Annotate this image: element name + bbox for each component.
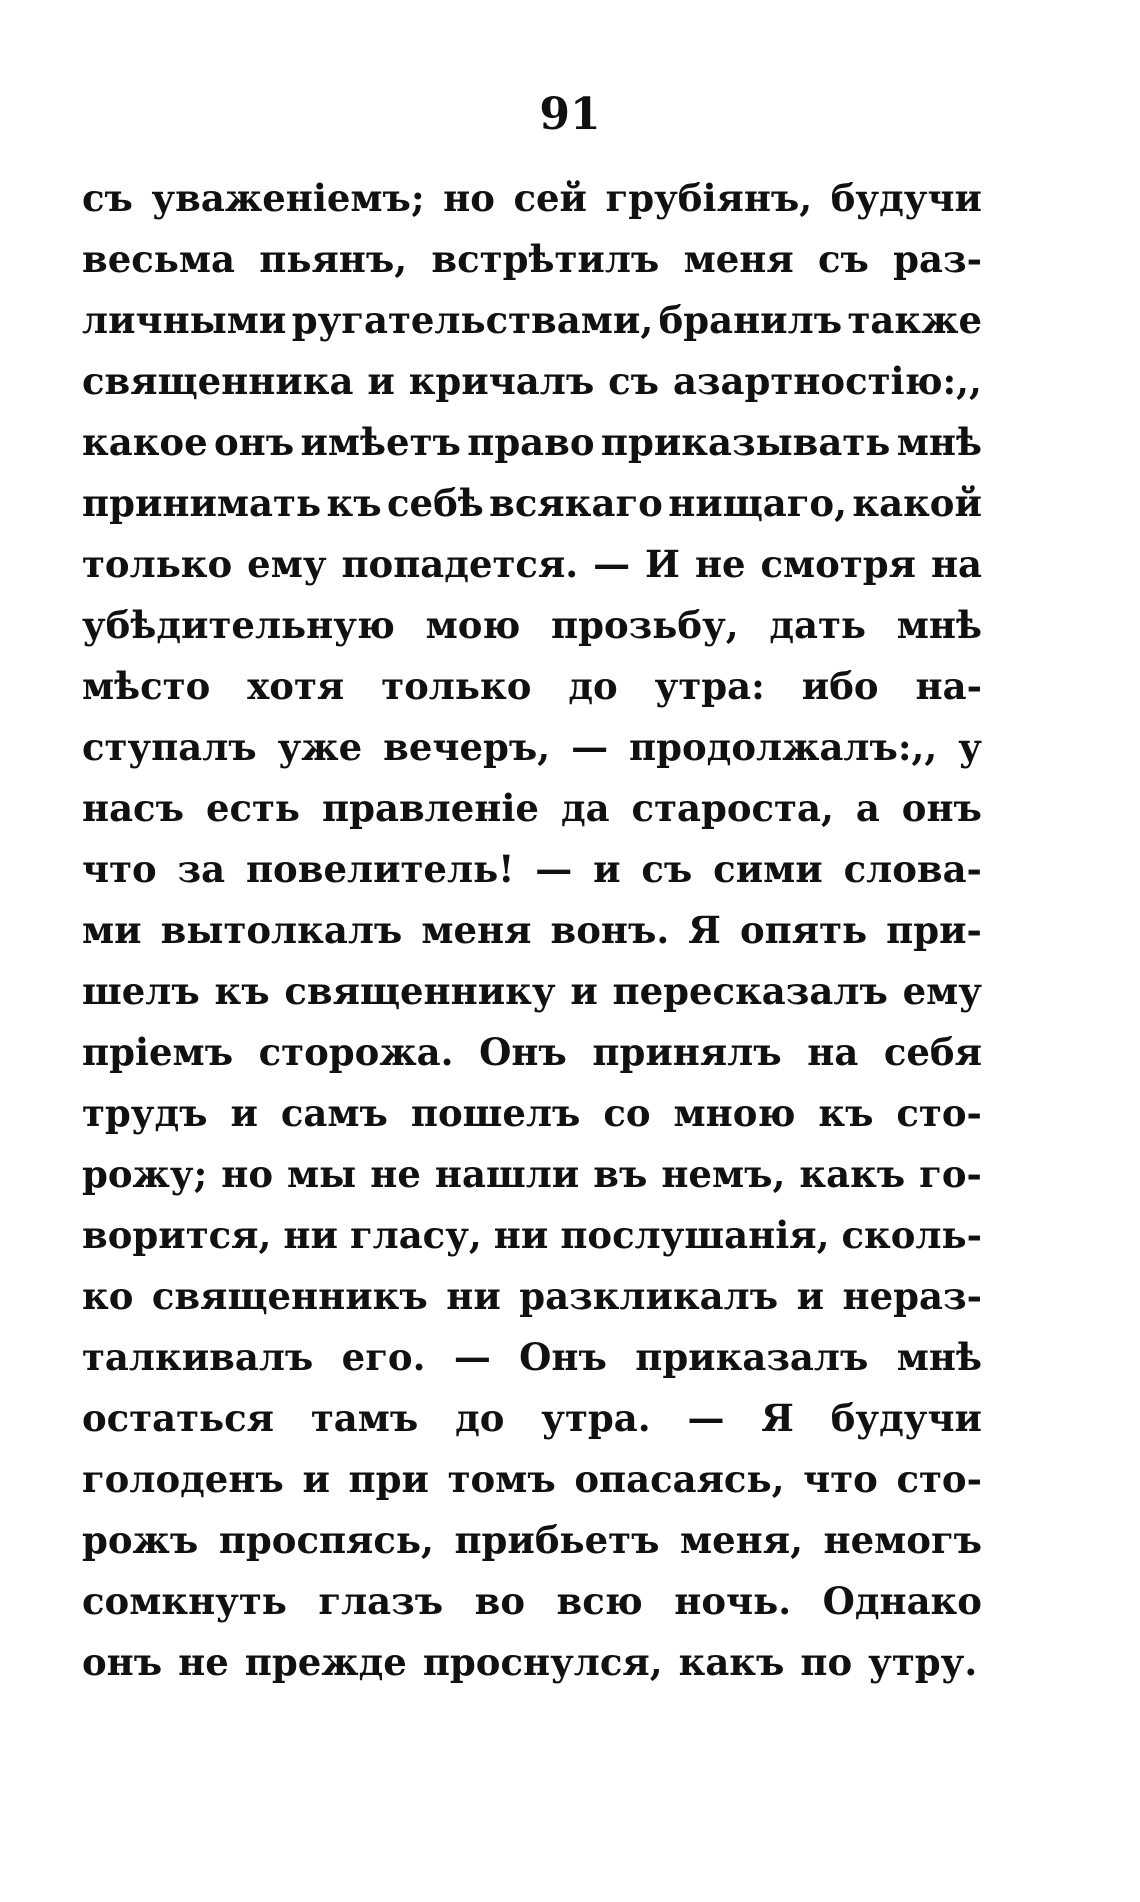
word: мнѣ xyxy=(896,420,982,464)
word: имѣетъ xyxy=(300,420,461,464)
word: меня xyxy=(683,237,794,281)
word: ему xyxy=(247,542,327,586)
word: прежде xyxy=(244,1640,407,1684)
word: не xyxy=(370,1152,421,1196)
word: рожъ xyxy=(82,1518,199,1562)
word: азартностію:,, xyxy=(672,359,982,403)
word: прозьбу, xyxy=(551,603,739,647)
text-line xyxy=(82,717,982,778)
word: го- xyxy=(919,1152,982,1196)
word: голоденъ xyxy=(82,1457,284,1501)
word: опасаясь, xyxy=(574,1457,785,1501)
text-line xyxy=(82,412,982,473)
word: — xyxy=(687,1396,725,1440)
word: утру. xyxy=(868,1640,978,1684)
word: трудъ xyxy=(82,1091,208,1135)
word: ему xyxy=(902,969,982,1013)
word: онъ xyxy=(901,786,982,830)
word: сими xyxy=(713,847,823,891)
word: и xyxy=(796,1274,825,1318)
word: ко xyxy=(82,1274,134,1318)
text-line xyxy=(82,1022,982,1083)
word: и xyxy=(570,969,598,1013)
text-line xyxy=(82,1571,982,1632)
word: Онъ xyxy=(479,1030,567,1074)
word: нищаго, xyxy=(668,481,847,525)
word: онъ xyxy=(213,420,295,464)
word: староста, xyxy=(631,786,834,830)
word: всякаго xyxy=(489,481,663,525)
word: глазъ xyxy=(318,1579,444,1623)
word: въ xyxy=(593,1152,648,1196)
page-number: 91 xyxy=(539,89,601,140)
word: съ xyxy=(641,847,693,891)
text-line xyxy=(82,351,982,412)
word: смотря xyxy=(760,542,916,586)
word: пересказалъ xyxy=(612,969,888,1013)
word: какъ xyxy=(678,1640,785,1684)
word: меня xyxy=(421,908,532,952)
text-line xyxy=(82,534,982,595)
word: и xyxy=(302,1457,330,1501)
word: правленіе xyxy=(322,786,539,830)
text-line xyxy=(82,839,982,900)
word: на- xyxy=(915,664,982,708)
word: кричалъ xyxy=(408,359,595,403)
word: ми xyxy=(82,908,142,952)
text-line xyxy=(82,168,982,229)
word: къ xyxy=(214,969,270,1013)
word: ворится, xyxy=(82,1213,272,1257)
word: бранилъ xyxy=(658,298,843,342)
word: у xyxy=(958,725,982,769)
word: пьянъ, xyxy=(259,237,408,281)
word: при xyxy=(348,1457,429,1501)
text-line xyxy=(82,1388,982,1449)
word: нераз- xyxy=(842,1274,982,1318)
word: Я xyxy=(761,1396,794,1440)
word: ночь. xyxy=(674,1579,792,1623)
word: и xyxy=(230,1091,258,1135)
word: Однако xyxy=(822,1579,982,1623)
word: проснулся, xyxy=(422,1640,663,1684)
word: будучи xyxy=(830,176,982,220)
text-line xyxy=(82,1266,982,1327)
word: вонъ. xyxy=(550,908,670,952)
word: до xyxy=(455,1396,505,1440)
word: не xyxy=(178,1640,229,1684)
word: какъ xyxy=(799,1152,906,1196)
text-line xyxy=(82,900,982,961)
word: всю xyxy=(556,1579,643,1623)
text-line xyxy=(82,1510,982,1571)
word: что xyxy=(82,847,157,891)
word: слова- xyxy=(843,847,982,891)
word: И xyxy=(645,542,681,586)
text-line xyxy=(82,595,982,656)
word: мною xyxy=(673,1091,796,1135)
word: а xyxy=(855,786,880,830)
word: ни xyxy=(493,1213,549,1257)
text-line xyxy=(82,656,982,717)
word: во xyxy=(474,1579,526,1623)
word: мнѣ xyxy=(896,603,982,647)
word: себя xyxy=(883,1030,982,1074)
word: ступалъ xyxy=(82,725,257,769)
text-line xyxy=(82,1144,982,1205)
word: прибьетъ xyxy=(454,1518,660,1562)
word: на xyxy=(807,1030,859,1074)
word: разкликалъ xyxy=(519,1274,779,1318)
word: только xyxy=(381,664,532,708)
word: убѣдительную xyxy=(82,603,395,647)
word: сей xyxy=(513,176,587,220)
word: сколь- xyxy=(841,1213,982,1257)
word: Онъ xyxy=(519,1335,607,1379)
word: попадется. xyxy=(341,542,579,586)
word: гласу, xyxy=(349,1213,482,1257)
word: рожу; xyxy=(82,1152,208,1196)
body-text xyxy=(82,168,982,1693)
word: дать xyxy=(769,603,867,647)
word: хотя xyxy=(247,664,345,708)
word: но xyxy=(221,1152,274,1196)
word: послушанія, xyxy=(560,1213,830,1257)
word: мою xyxy=(425,603,521,647)
word: какое xyxy=(82,420,208,464)
word: при- xyxy=(886,908,982,952)
word: личными xyxy=(82,298,287,342)
text-line xyxy=(82,1449,982,1510)
text-line xyxy=(82,229,982,290)
word: весьма xyxy=(82,237,236,281)
word: повелитель! xyxy=(245,847,515,891)
word: священника xyxy=(82,359,354,403)
word: опять xyxy=(739,908,868,952)
word: нашли xyxy=(434,1152,580,1196)
word: ни xyxy=(283,1213,338,1257)
word: до xyxy=(568,664,618,708)
word: сторожа. xyxy=(258,1030,454,1074)
word: мнѣ xyxy=(896,1335,982,1379)
word: и xyxy=(367,359,395,403)
word: талкивалъ xyxy=(82,1335,314,1379)
word: что xyxy=(803,1457,878,1501)
word: остаться xyxy=(82,1396,275,1440)
word: священнику xyxy=(284,969,556,1013)
word: за xyxy=(177,847,226,891)
word: — xyxy=(453,1335,491,1379)
word: мы xyxy=(287,1152,357,1196)
word: принимать xyxy=(82,481,322,525)
word: — xyxy=(571,725,609,769)
word: вечеръ, xyxy=(383,725,551,769)
word: со xyxy=(603,1091,651,1135)
word: шелъ xyxy=(82,969,200,1013)
word: ругательствами, xyxy=(291,298,654,342)
word: будучи xyxy=(830,1396,982,1440)
word: только xyxy=(82,542,233,586)
word: — xyxy=(535,847,573,891)
word: Я xyxy=(688,908,721,952)
word: — xyxy=(593,542,631,586)
word: вытолкалъ xyxy=(160,908,403,952)
word: утра. xyxy=(541,1396,651,1440)
text-line xyxy=(82,961,982,1022)
word: также xyxy=(847,298,982,342)
word: онъ xyxy=(82,1640,163,1684)
word: къ xyxy=(818,1091,874,1135)
word: священникъ xyxy=(151,1274,428,1318)
word: приказывать xyxy=(600,420,891,464)
word: себѣ xyxy=(387,481,484,525)
word: уваженіемъ; xyxy=(151,176,425,220)
word: насъ xyxy=(82,786,184,830)
word: немъ, xyxy=(661,1152,786,1196)
word: съ xyxy=(608,359,660,403)
text-line xyxy=(82,290,982,351)
word: ни xyxy=(446,1274,501,1318)
word: уже xyxy=(277,725,363,769)
text-line xyxy=(82,1205,982,1266)
text-line xyxy=(82,1083,982,1144)
word: есть xyxy=(205,786,301,830)
word: его. xyxy=(341,1335,426,1379)
word: меня, xyxy=(680,1518,803,1562)
word: приказалъ xyxy=(635,1335,869,1379)
word: пріемъ xyxy=(82,1030,234,1074)
word: продолжалъ:,, xyxy=(629,725,938,769)
word: къ xyxy=(326,481,382,525)
word: ибо xyxy=(801,664,879,708)
word: мѣсто xyxy=(82,664,211,708)
word: сомкнуть xyxy=(82,1579,287,1623)
word: пошелъ xyxy=(410,1091,581,1135)
text-line xyxy=(82,778,982,839)
word: проспясь, xyxy=(218,1518,434,1562)
word: самъ xyxy=(280,1091,388,1135)
word: право xyxy=(467,420,595,464)
word: какой xyxy=(852,481,982,525)
word: немогъ xyxy=(823,1518,982,1562)
word: томъ xyxy=(447,1457,556,1501)
word: съ xyxy=(82,176,133,220)
word: раз- xyxy=(893,237,982,281)
word: встрѣтилъ xyxy=(431,237,660,281)
word: не xyxy=(694,542,746,586)
word: грубіянъ, xyxy=(605,176,813,220)
word: принялъ xyxy=(592,1030,782,1074)
word: да xyxy=(560,786,610,830)
word: тамъ xyxy=(310,1396,419,1440)
text-line xyxy=(82,1327,982,1388)
word: на xyxy=(930,542,982,586)
text-line xyxy=(82,473,982,534)
text-line xyxy=(82,1632,982,1693)
word: но xyxy=(443,176,495,220)
word: утра: xyxy=(654,664,765,708)
word: сто- xyxy=(896,1457,982,1501)
word: и xyxy=(593,847,621,891)
word: по xyxy=(800,1640,853,1684)
word: съ xyxy=(817,237,869,281)
word: сто- xyxy=(896,1091,982,1135)
